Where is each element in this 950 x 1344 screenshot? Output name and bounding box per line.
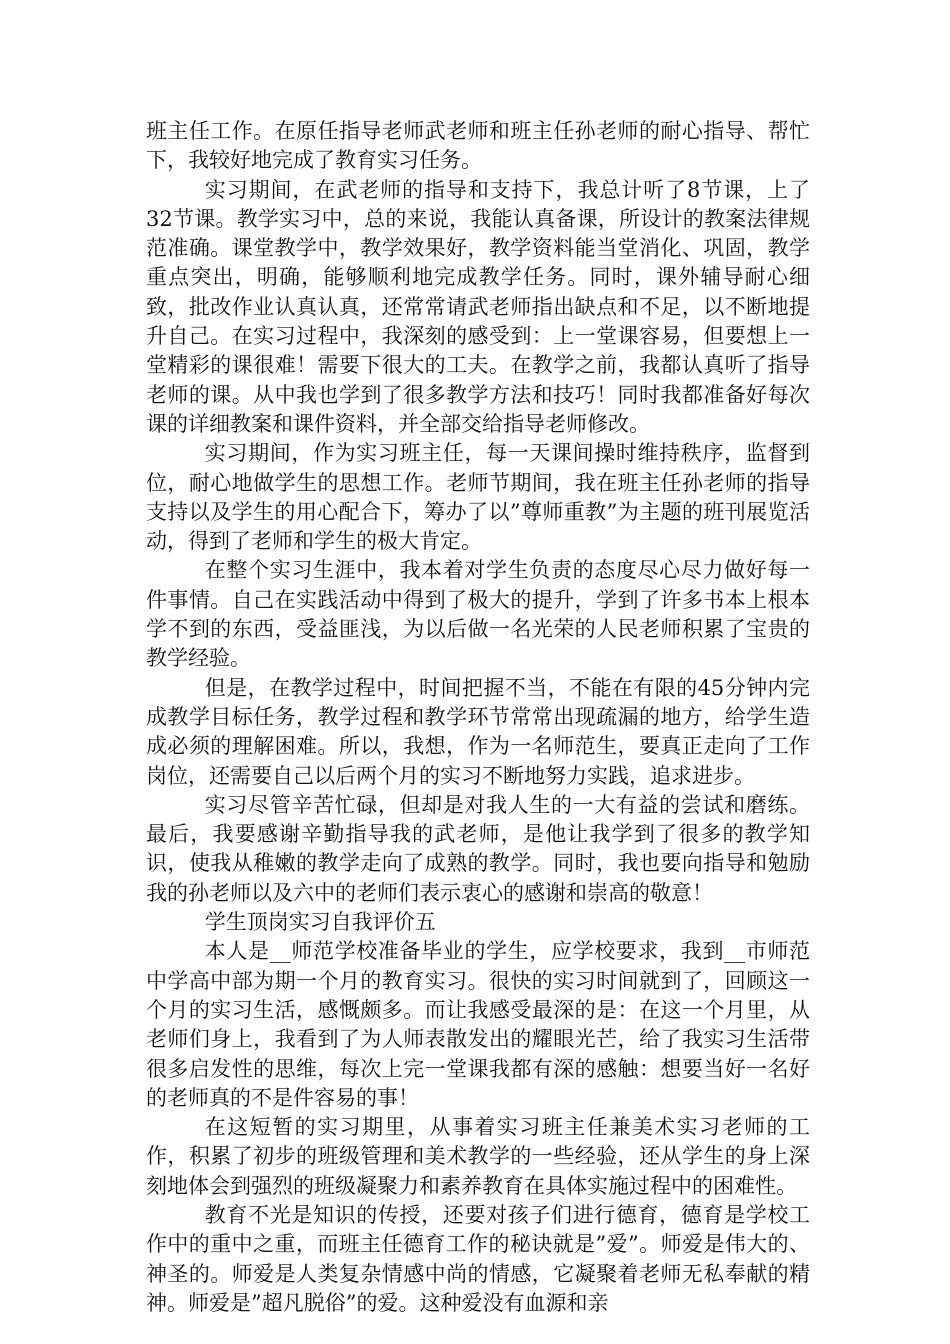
document-body bbox=[146, 117, 810, 1318]
paragraph: 但是，在教学过程中，时间把握不当，不能在有限的45分钟内完成教学目标任务，教学过程和教学环节常常出现疏漏的地方，给学生造成必须的理解困难。所以，我想，作为一名师范生，要真正走向了工作岗位，还需要自己以后两个月的实习不断地努力实践，追求进步。 bbox=[146, 675, 810, 788]
paragraph: 本人是__师范学校准备毕业的学生，应学校要求，我到__市师范中学高中部为期一个月的教育实习。很快的实习时间就到了，回顾这一个月的实习生活，感慨颇多。而让我感受最深的是：在这一个月里，从老师们身上，我看到了为人师表散发出的耀眼光芒，给了我实习生活带很多启发性的思维，每次上完一堂课我都有深的感触：想要当好一名好的老师真的不是件容易的事！ bbox=[146, 939, 810, 1110]
paragraph: 在整个实习生涯中，我本着对学生负责的态度尽心尽力做好每一件事情。自己在实践活动中得到了极大的提升，学到了许多书本上根本学不到的东西，受益匪浅，为以后做一名光荣的人民老师积累了宝贵的教学经验。 bbox=[146, 558, 810, 671]
paragraph: 实习期间，作为实习班主任，每一天课间操时维持秩序，监督到位，耐心地做学生的思想工作。老师节期间，我在班主任孙老师的指导支持以及学生的用心配合下，筹办了以”尊师重教”为主题的班刊展览活动，得到了老师和学生的极大肯定。 bbox=[146, 441, 810, 554]
paragraph: 实习期间，在武老师的指导和支持下，我总计听了8节课，上了32节课。教学实习中，总的来说，我能认真备课，所设计的教案法律规范准确。课堂教学中，教学效果好，教学资料能当堂消化、巩固，教学重点突出，明确，能够顺利地完成教学任务。同时，课外辅导耐心细致，批改作业认真认真，还常常请武老师指出缺点和不足，以不断地提升自己。在实习过程中，我深刻的感受到：上一堂课容易，但要想上一堂精彩的课很难！需要下很大的工夫。在教学之前，我都认真听了指导老师的课。从中我也学到了很多教学方法和技巧！同时我都准备好每次课的详细教案和课件资料，并全部交给指导老师修改。 bbox=[146, 177, 810, 436]
paragraph: 教育不光是知识的传授，还要对孩子们进行德育，德育是学校工作中的重中之重，而班主任德育工作的秘诀就是”爱”。师爱是伟大的、神圣的。师爱是人类复杂情感中尚的情感，它凝聚着老师无私奉献的精神。师爱是”超凡脱俗”的爱。这种爱没有血源和亲 bbox=[146, 1202, 810, 1315]
section-heading: 学生顶岗实习自我评价五 bbox=[204, 910, 436, 935]
paragraph-continuation: 班主任工作。在原任指导老师武老师和班主任孙老师的耐心指导、帮忙下，我较好地完成了教育实习任务。 bbox=[146, 119, 810, 173]
paragraph: 实习尽管辛苦忙碌，但却是对我人生的一大有益的尝试和磨练。最后，我要感谢辛勤指导我的武老师，是他让我学到了很多的教学知识，使我从稚嫩的教学走向了成熟的教学。同时，我也要向指导和勉励我的孙老师以及六中的老师们表示衷心的感谢和崇高的敬意！ bbox=[146, 792, 810, 905]
paragraph: 在这短暂的实习期里，从事着实习班主任兼美术实习老师的工作，积累了初步的班级管理和美术教学的一些经验，还从学生的身上深刻地体会到强烈的班级凝聚力和素养教育在具体实施过程中的困难性。 bbox=[146, 1115, 810, 1198]
